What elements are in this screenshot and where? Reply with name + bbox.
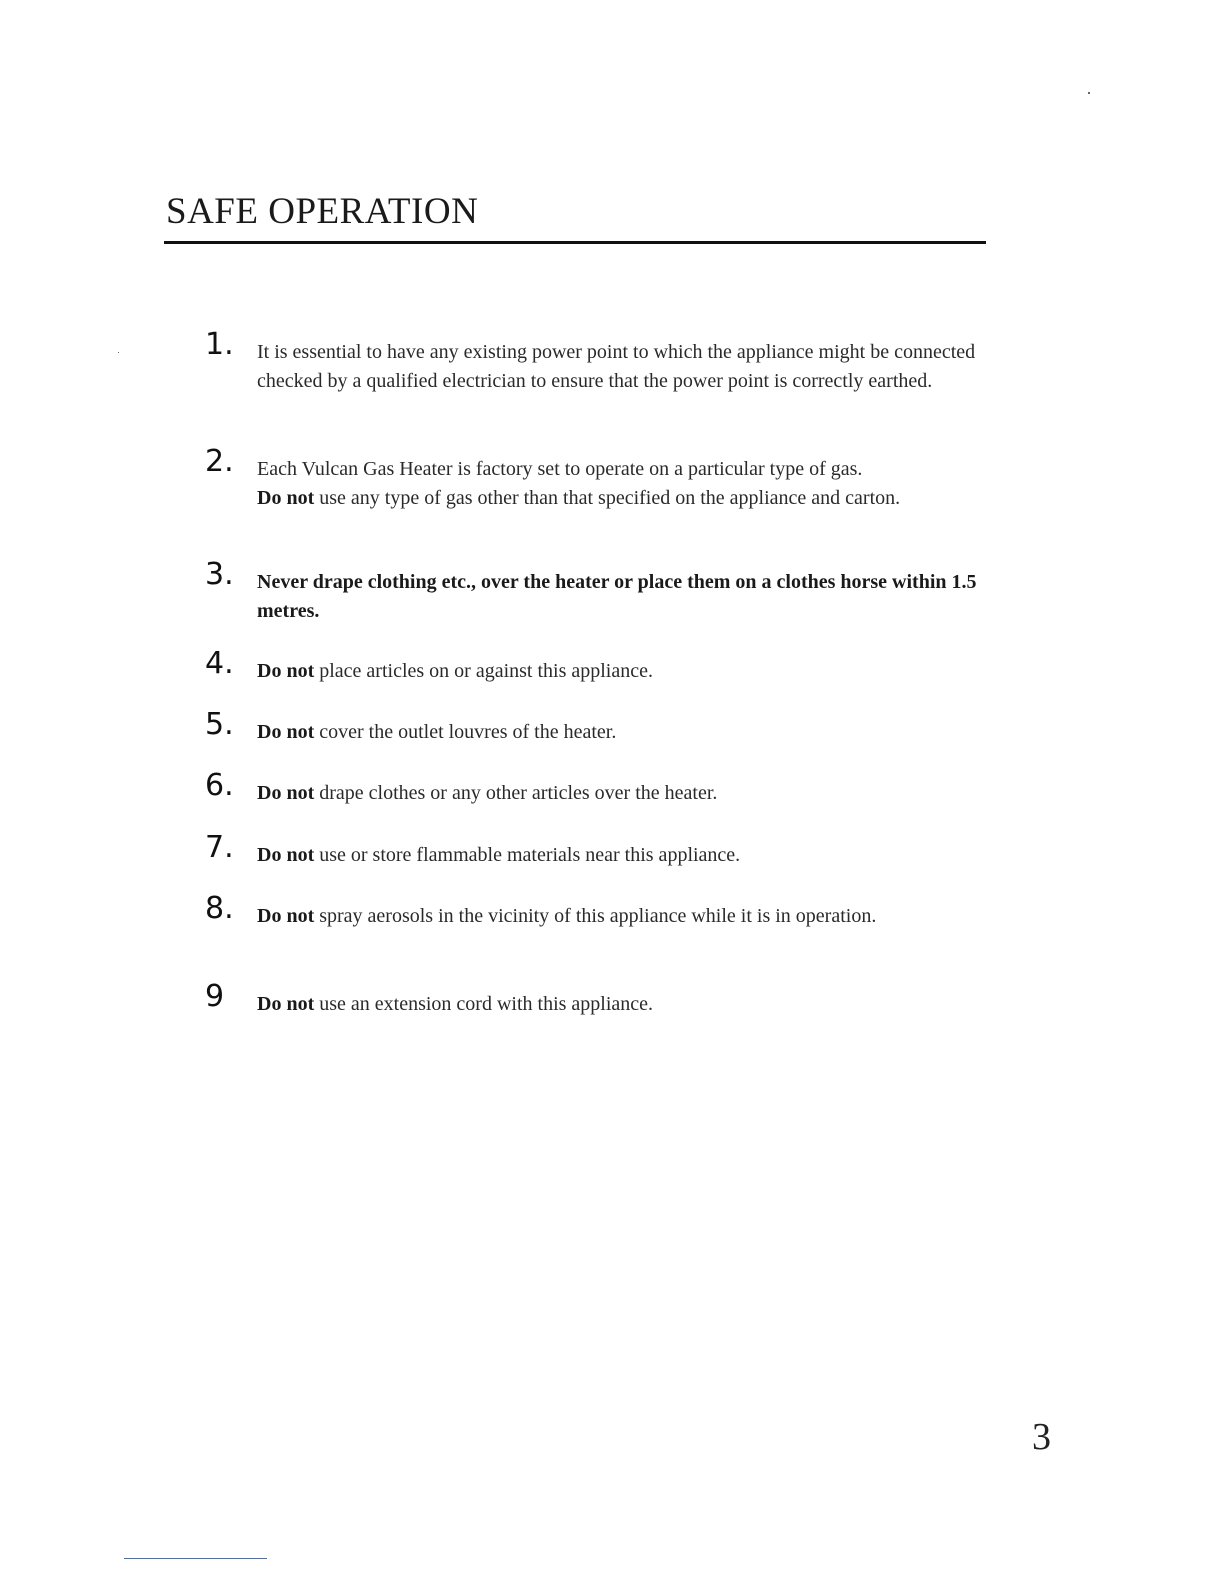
item-text-rest: place articles on or against this appliance. <box>314 660 653 682</box>
scan-speck <box>1088 92 1090 94</box>
item-text <box>257 841 997 870</box>
item-text-rest: use an extension cord with this appliance. <box>314 993 654 1015</box>
item-number: 9 <box>205 979 225 1014</box>
item-number: 6. <box>205 768 234 803</box>
do-not-emphasis: Do not <box>257 782 315 804</box>
item-number: 5. <box>205 707 234 742</box>
item-text-first: Each Vulcan Gas Heater is factory set to operate on a particular type of gas. <box>257 458 863 480</box>
item-text <box>257 990 997 1019</box>
footer-rule <box>124 1558 267 1559</box>
item-text-rest: spray aerosols in the vicinity of this appliance while it is in operation. <box>314 905 877 927</box>
page-number: 3 <box>1032 1416 1051 1458</box>
item-text: Never drape clothing etc., over the heater or place them on a clothes horse within 1.5 metres. <box>257 571 977 622</box>
do-not-emphasis: Do not <box>257 905 315 927</box>
scan-speck <box>118 352 119 353</box>
item-text <box>257 718 997 747</box>
do-not-emphasis: Do not <box>257 993 315 1015</box>
item-text: It is essential to have any existing power point to which the appliance might be connected checked by a qualified electrician to ensure that the power point is correctly earthed. <box>257 341 976 392</box>
item-text <box>257 455 997 512</box>
item-number: 7. <box>205 830 234 865</box>
item-number: 4. <box>205 646 234 681</box>
do-not-emphasis: Do not <box>257 660 315 682</box>
do-not-emphasis: Do not <box>257 486 315 509</box>
do-not-emphasis: Do not <box>257 721 315 743</box>
item-text <box>257 902 897 931</box>
item-text-rest: cover the outlet louvres of the heater. <box>314 721 617 743</box>
item-text <box>257 657 997 686</box>
item-number: 1. <box>205 327 234 362</box>
item-text-rest: use or store flammable materials near this appliance. <box>314 844 741 866</box>
title-underline <box>164 241 986 244</box>
page-title: SAFE OPERATION <box>166 191 479 232</box>
item-text <box>257 779 997 808</box>
do-not-emphasis: Do not <box>257 844 315 866</box>
item-text-rest: drape clothes or any other articles over the heater. <box>314 782 718 804</box>
item-text-rest: use any type of gas other than that specified on the appliance and carton. <box>314 486 901 509</box>
item-number: 8. <box>205 891 234 926</box>
item-number: 3. <box>205 557 234 592</box>
item-number: 2. <box>205 444 234 479</box>
